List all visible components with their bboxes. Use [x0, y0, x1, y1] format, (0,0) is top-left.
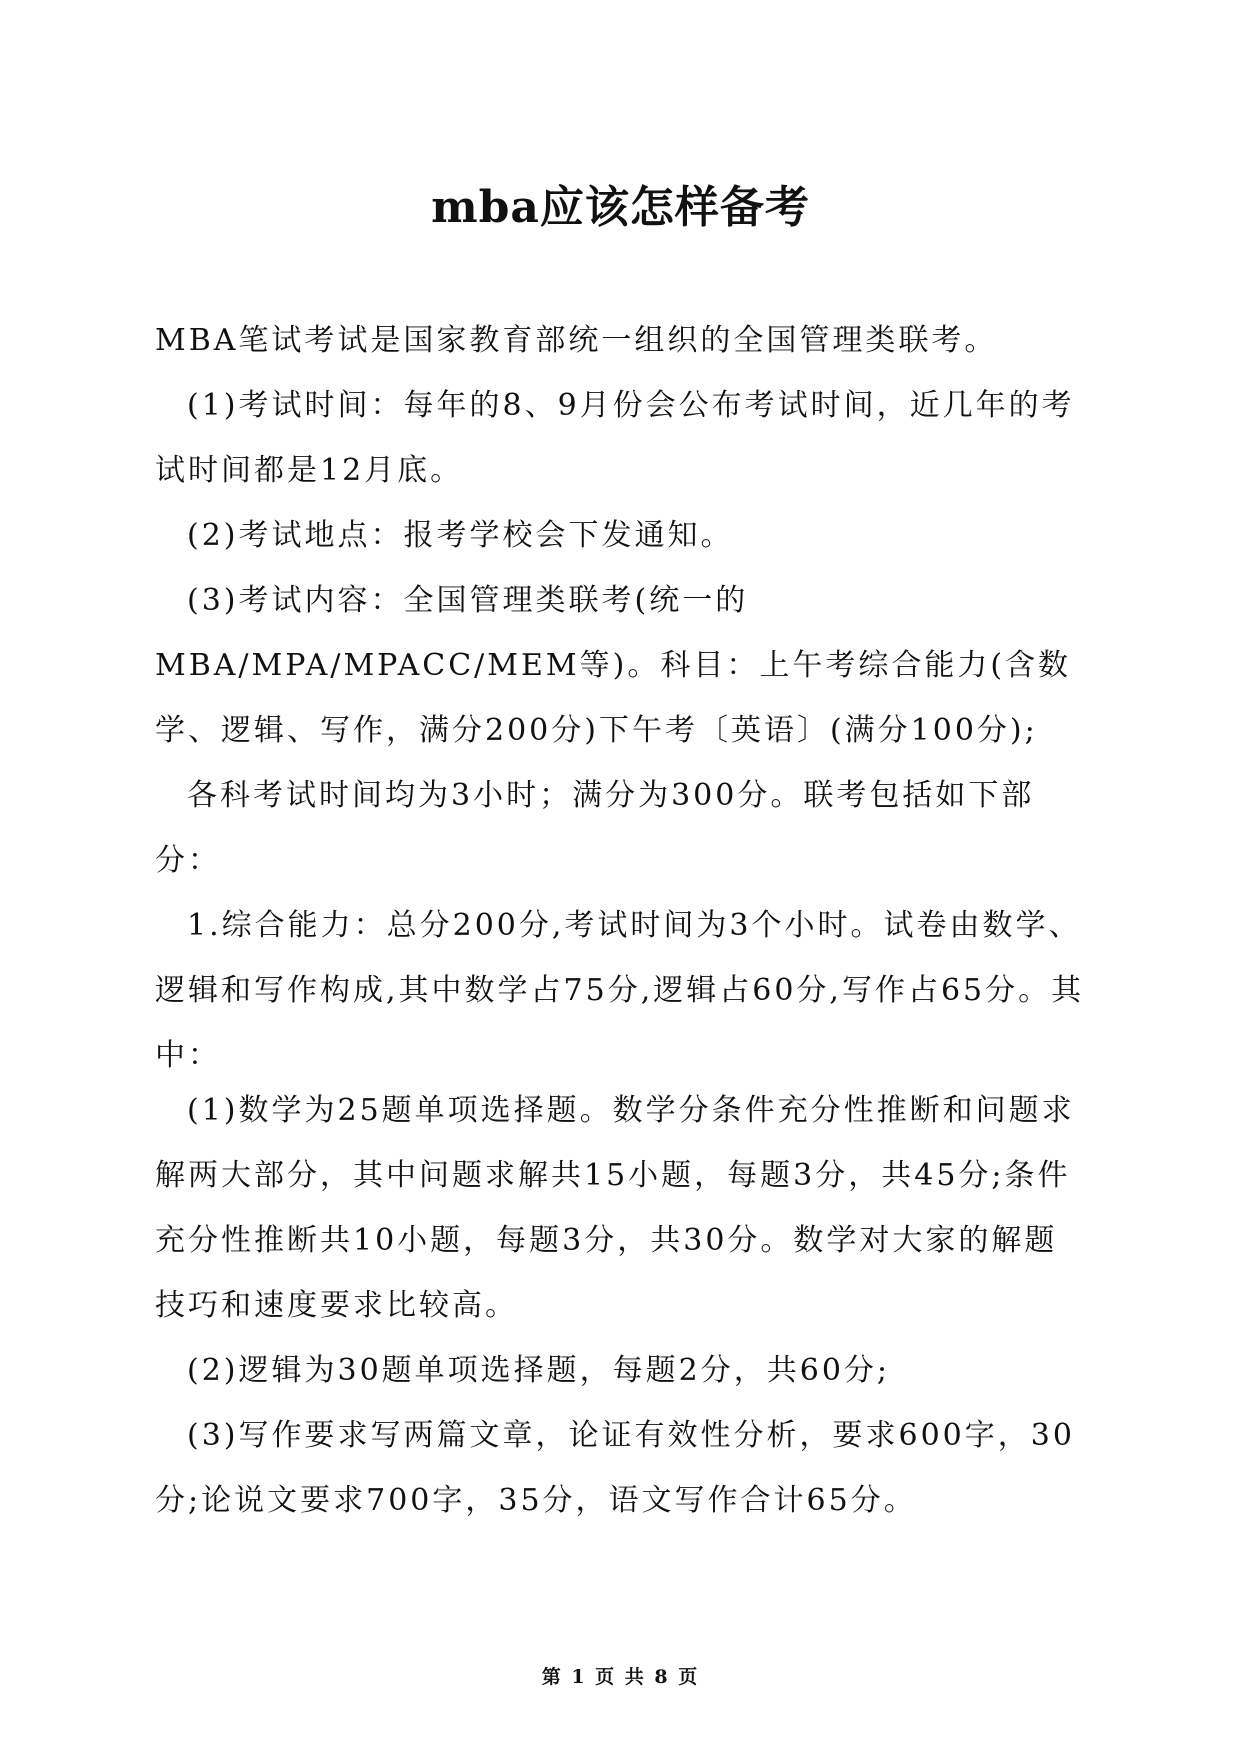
paragraph-exam-time: (1)考试时间：每年的8、9月份会公布考试时间，近几年的考试时间都是12月底。 [155, 388, 1075, 488]
paragraph-intro: MBA笔试考试是国家教育部统一组织的全国管理类联考。 [155, 323, 998, 358]
paragraph-exam-content: (3)考试内容：全国管理类联考(统一的MBA/MPA/MPACC/MEM等)。科目：上午考综合能力(含数学、逻辑、写作，满分200分)下午考〔英语〕(满分100分); [155, 583, 1072, 748]
paragraph-math: (1)数学为25题单项选择题。数学分条件充分性推断和问题求解两大部分，其中问题求解共15小题，每题3分，共45分;条件充分性推断共10小题，每题3分，共30分。数学对大家的解题技巧和速度要求比较高。 [155, 1093, 1075, 1323]
paragraph-comprehensive-ability: 1.综合能力：总分200分,考试时间为3个小时。试卷由数学、逻辑和写作构成,其中数学占75分,逻辑占60分,写作占65分。其中： [155, 908, 1085, 1073]
paragraph-logic: (2)逻辑为30题单项选择题，每题2分，共60分; [187, 1353, 891, 1388]
body-section-1 [155, 308, 1085, 1088]
paragraph-writing: (3)写作要求写两篇文章，论证有效性分析，要求600字，30分;论说文要求700字，35分，语文写作合计65分。 [155, 1418, 1075, 1518]
document-title: mba应该怎样备考 [431, 182, 810, 233]
body-section-2 [155, 1078, 1085, 1533]
page-footer: 第 1 页 共 8 页 [541, 1666, 700, 1688]
paragraph-exam-location: (2)考试地点：报考学校会下发通知。 [187, 518, 734, 553]
paragraph-exam-duration: 各科考试时间均为3小时；满分为300分。联考包括如下部分： [155, 778, 1035, 878]
